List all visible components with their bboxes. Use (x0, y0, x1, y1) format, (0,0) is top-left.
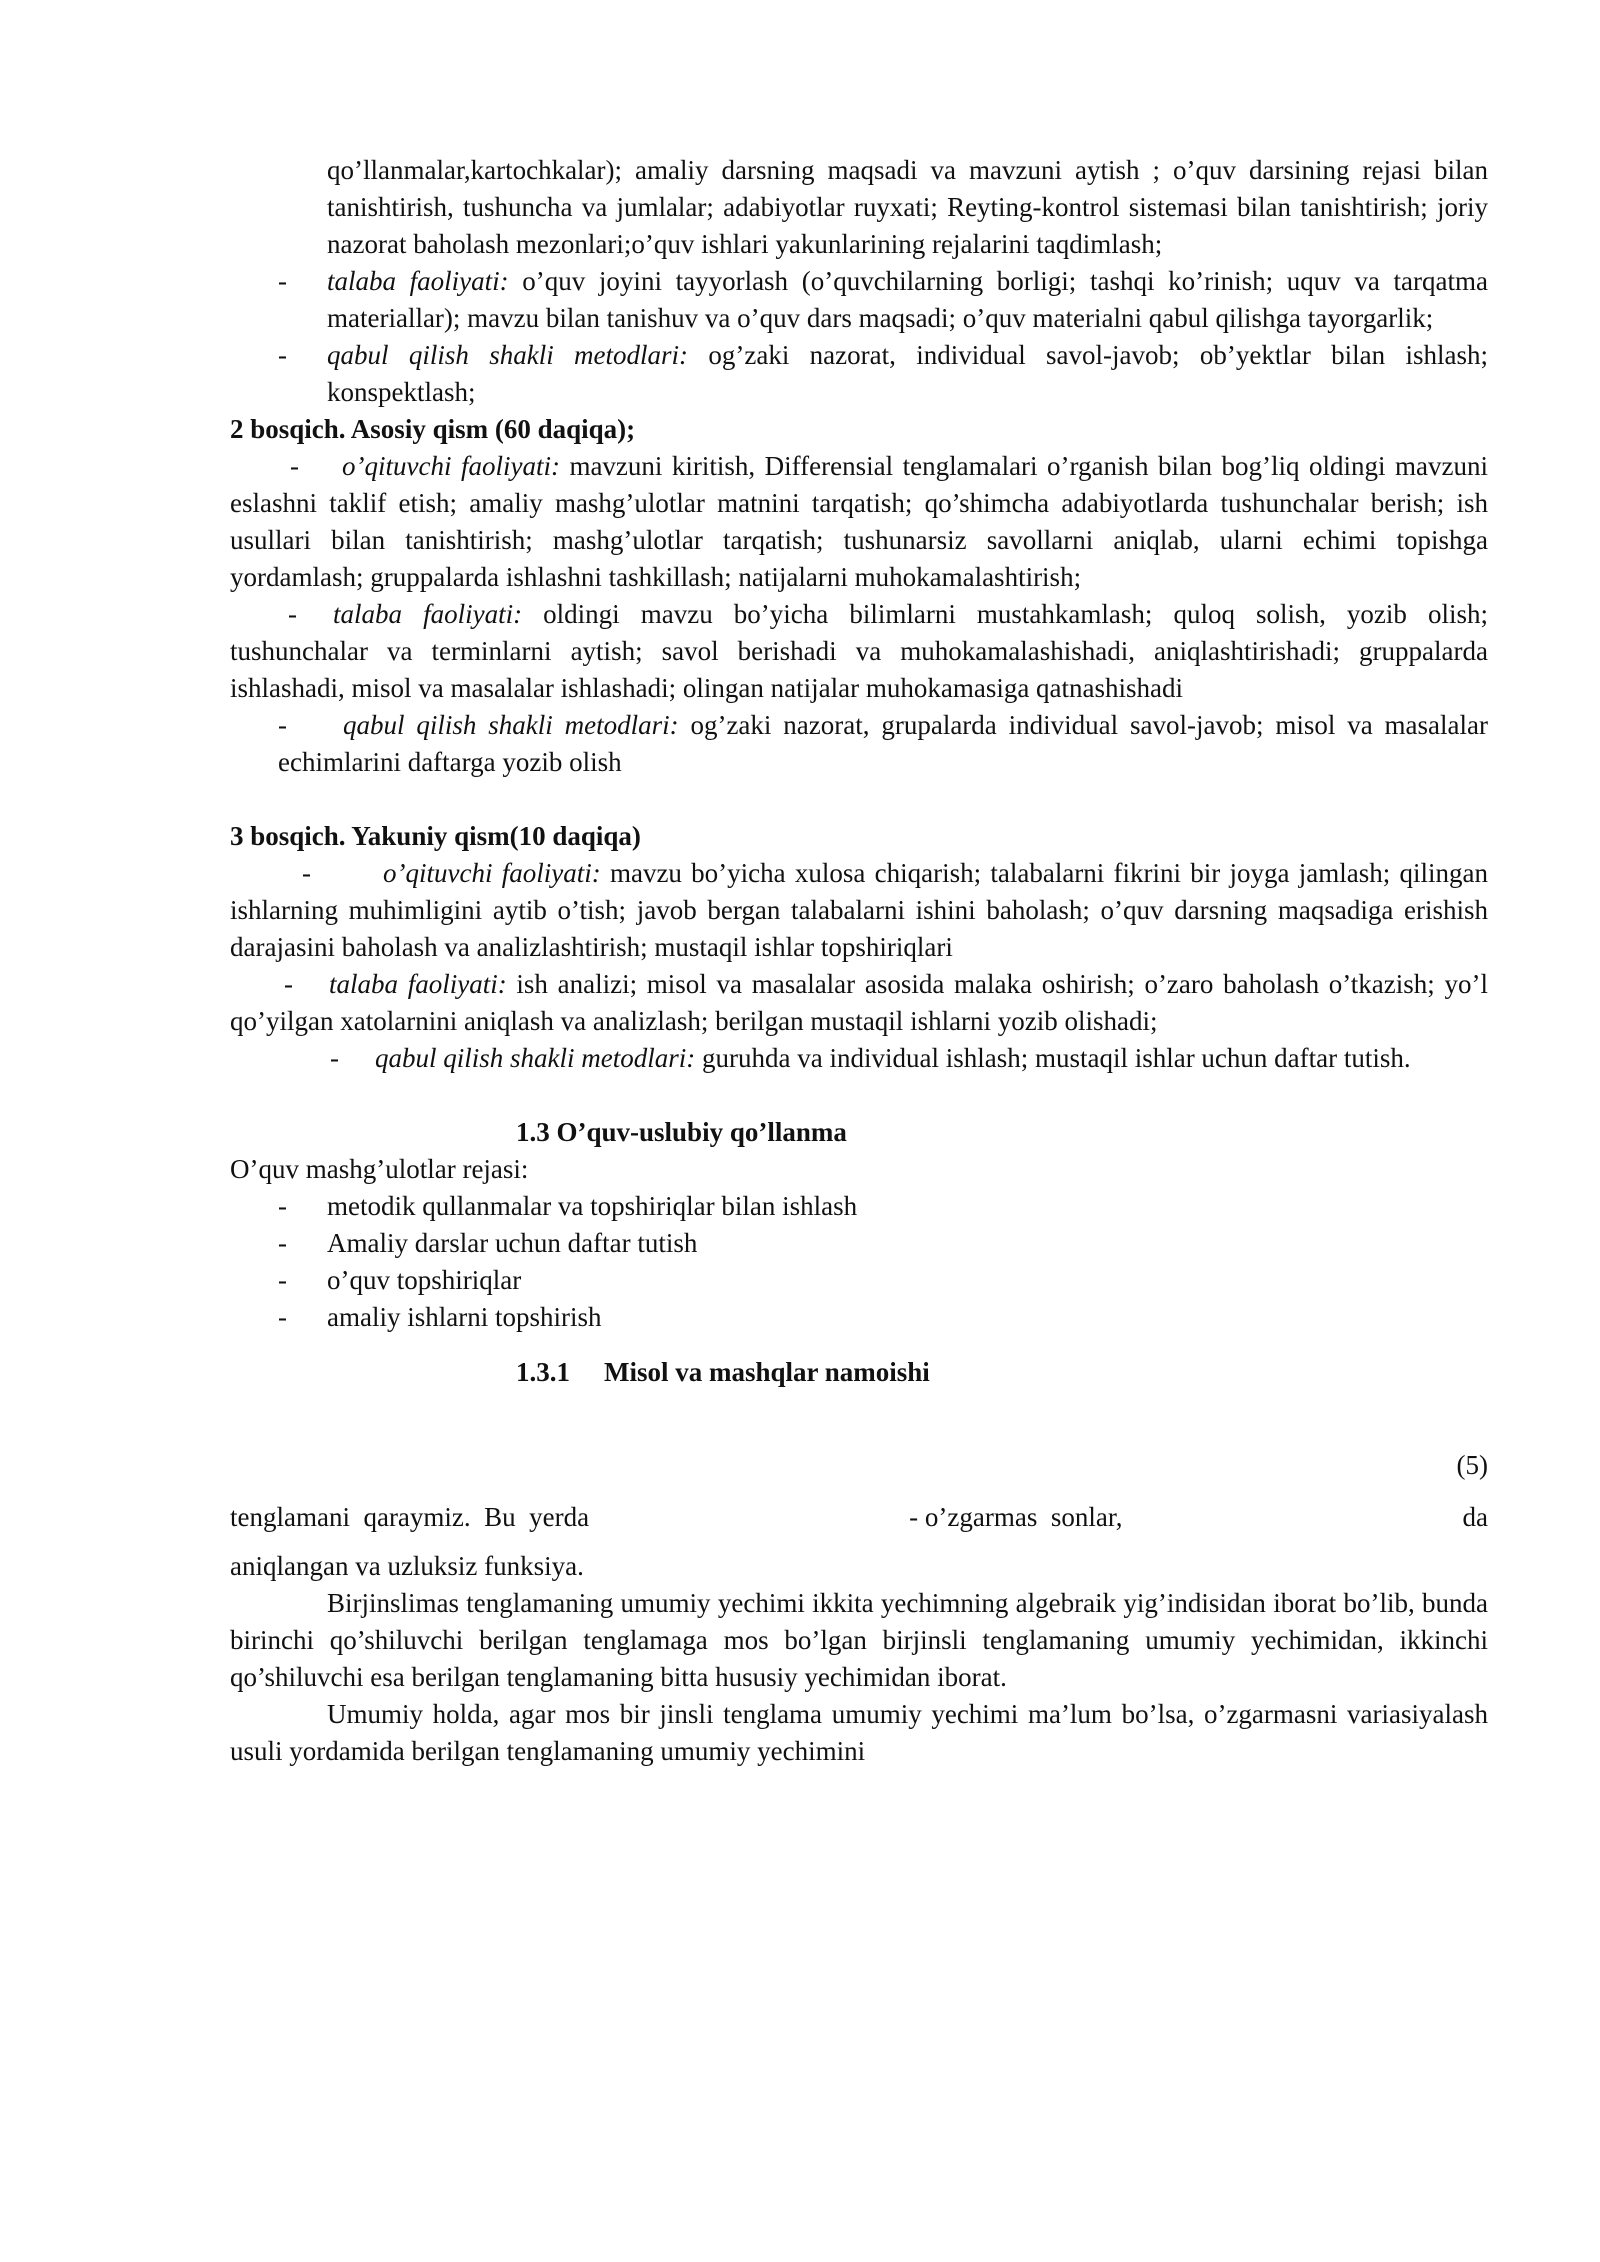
desc-continuation: aniqlangan va uzluksiz funksiya. (230, 1551, 584, 1581)
stage3-heading: 3 bosqich. Yakuniy qism(10 daqiqa) (230, 821, 641, 851)
bullet-label: o’qituvchi faoliyati: (383, 858, 601, 888)
bullet-text: guruhda va individual ishlash; mustaqil ishlar uchun daftar tutish. (695, 1043, 1411, 1073)
list-item (230, 1188, 1488, 1225)
section-title: Misol va mashqlar namoishi (604, 1357, 930, 1387)
plan-list (230, 1188, 1488, 1336)
paragraph-birjinslimas: Birjinslimas tenglamaning umumiy yechimi ikkita yechimning algebraik yig’indisidan iborat bo’lib, bunda birinchi qo’shiluvchi berilgan tenglamaga mos bo’lgan birjinsli tenglamaning umumiy yechimidan, ikkinchi qo’shiluvchi esa berilgan tenglamaning bitta hususiy yechimidan iborat. (230, 1588, 1488, 1692)
bullet-qabul-qilish (230, 337, 1488, 411)
bullet-text: ish analizi; misol va masalalar asosida malaka oshirish; o’zaro baholash o’tkazish; yo’l qo’yilgan xatolarnini aniqlash va analizlash; berilgan mustaqil ishlarni yozib olishadi; (230, 969, 1488, 1036)
bullet-dash: - (278, 1191, 287, 1221)
section-1-3-1-heading (230, 1354, 1488, 1391)
bullet-talaba-faoliyati (230, 263, 1488, 337)
equation-number: (5) (1456, 1450, 1488, 1480)
paragraph-umumiy-holda: Umumiy holda, agar mos bir jinsli tenglama umumiy yechimi ma’lum bo’lsa, o’zgarmasni variasiyalash usuli yordamida berilgan tenglamaning umumiy yechimini (230, 1699, 1488, 1766)
bullet-dash: - (278, 340, 287, 370)
stage2-qabul (230, 707, 1488, 781)
list-item-text: amaliy ishlarni topshirish (327, 1302, 602, 1332)
equation-description-line (230, 1499, 1488, 1536)
bullet-dash: - (288, 599, 297, 629)
section-1-3-heading: 1.3 O’quv-uslubiy qo’llanma (516, 1117, 847, 1147)
list-item (230, 1299, 1488, 1336)
list-item-text: Amaliy darslar uchun daftar tutish (327, 1228, 698, 1258)
bullet-dash: - (278, 1302, 287, 1332)
bullet-label: qabul qilish shakli metodlari: (375, 1043, 696, 1073)
list-item (230, 1262, 1488, 1299)
stage2-oqituvchi (230, 448, 1488, 596)
stage3-talaba (230, 966, 1488, 1040)
bullet-label: talaba faoliyati: (333, 599, 523, 629)
list-item-text: o’quv topshiriqlar (327, 1265, 522, 1295)
bullet-dash: - (290, 451, 299, 481)
bullet-label: o’qituvchi faoliyati: (342, 451, 560, 481)
bullet-text: mavzuni kiritish, Differensial tenglamalari o’rganish bilan bog’liq oldingi mavzuni eslashni taklif etish; amaliy mashg’ulotlar matnini tarqatish; qo’shimcha adabiyotlarda tushunchalar berish; ish usullari bilan tanishtirish; mashg’ulotlar tarqatish; tushunarsiz savollarni aniqlab, ularni echimi topishga yordamlash; gruppalarda ishlashni tashkillash; natijalarni muhokamalashtirish; (230, 451, 1488, 592)
document-page (230, 152, 1488, 1770)
bullet-text: mavzu bo’yicha xulosa chiqarish; talabalarni fikrini bir joyga jamlash; qilingan ishlarning muhimligini aytib o’tish; javob bergan talabalarni ishini baholash; o’quv darsning maqsadiga erishish darajasini baholash va analizlashtirish; mustaqil ishlar topshiriqlari (230, 858, 1488, 962)
desc-part-c: da (1462, 1502, 1488, 1532)
bullet-dash: - (278, 710, 287, 740)
desc-part-b: - o’zgarmas sonlar, (909, 1502, 1123, 1532)
bullet-text: og’zaki nazorat, grupalarda individual savol-javob; misol va masalalar echimlarini daftarga yozib olish (278, 710, 1488, 777)
desc-part-a: tenglamani qaraymiz. Bu yerda (230, 1502, 590, 1532)
stage3-oqituvchi (230, 855, 1488, 966)
list-item (230, 1225, 1488, 1262)
section-number: 1.3.1 (516, 1357, 570, 1387)
bullet-text: o’quv joyini tayyorlash (o’quvchilarning borligi; tashqi ko’rinish; uquv va tarqatma materiallar); mavzu bilan tanishuv va o’quv dars maqsadi; o’quv materialni qabul qilishga tayorgarlik; (327, 266, 1488, 333)
plan-intro: O’quv mashg’ulotlar rejasi: (230, 1154, 529, 1184)
bullet-label: talaba faoliyati: (329, 969, 507, 999)
bullet-text: og’zaki nazorat, individual savol-javob; ob’yektlar bilan ishlash; konspektlash; (327, 340, 1488, 407)
stage2-talaba (230, 596, 1488, 707)
bullet-dash: - (278, 1228, 287, 1258)
bullet-dash: - (302, 858, 311, 888)
stage2-heading: 2 bosqich. Asosiy qism (60 daqiqa); (230, 414, 636, 444)
stage3-qabul (230, 1040, 1488, 1077)
bullet-dash: - (278, 266, 287, 296)
bullet-dash: - (330, 1043, 339, 1073)
bullet-label: qabul qilish shakli metodlari: (327, 340, 689, 370)
bullet-label: talaba faoliyati: (327, 266, 509, 296)
bullet-dash: - (278, 1265, 287, 1295)
bullet-text: oldingi mavzu bo’yicha bilimlarni mustahkamlash; quloq solish, yozib olish; tushunchalar va terminlarni aytish; savol berishadi va muhokamalashishadi, aniqlashtirishadi; gruppalarda ishlashadi, misol va masalalar ishlashadi; olingan natijalar muhokamasiga qatnashishadi (230, 599, 1488, 703)
list-item-text: metodik qullanmalar va topshiriqlar bilan ishlash (327, 1191, 858, 1221)
continued-paragraph: qo’llanmalar,kartochkalar); amaliy darsning maqsadi va mavzuni aytish ; o’quv darsining rejasi bilan tanishtirish, tushuncha va jumlalar; adabiyotlar ruyxati; Reyting-kontrol sistemasi bilan tanishtirish; joriy nazorat baholash mezonlari;o’quv ishlari yakunlarining rejalarini taqdimlash; (327, 155, 1488, 259)
bullet-label: qabul qilish shakli metodlari: (343, 710, 679, 740)
bullet-dash: - (284, 969, 293, 999)
